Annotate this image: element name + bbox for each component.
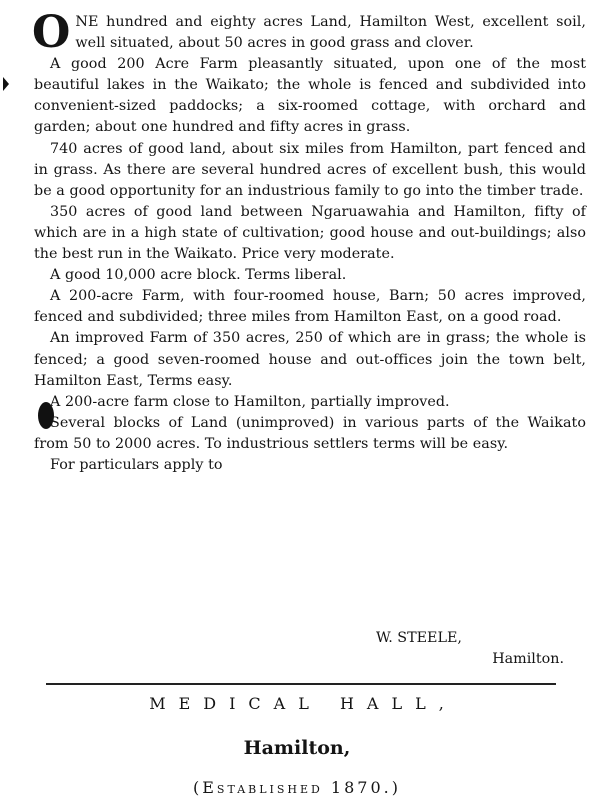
- medical-hall-city: Hamilton,: [243, 737, 351, 759]
- advert-paragraph-10: For particulars apply to: [50, 456, 223, 473]
- advert-paragraph-5: A good 10,000 acre block. Terms liberal.: [50, 267, 347, 284]
- column-rule: [46, 683, 556, 685]
- medical-hall-established: (Established 1870.): [193, 778, 401, 797]
- margin-mark: [3, 77, 9, 91]
- signature-name: W. STEELE,: [376, 630, 462, 646]
- advert-paragraph-7: An improved Farm of 350 acres, 250 of which are in grass; the whole is fenced; a good seven-roomed house and out-offices join the town belt, Hamilton East, Terms easy.: [34, 330, 586, 389]
- advert-paragraph-9: Several blocks of Land (unimproved) in various parts of the Waikato from 50 to 2000 acres. To industrious settlers terms will be easy.: [34, 414, 586, 452]
- advert-paragraph-2: A good 200 Acre Farm pleasantly situated, upon one of the most beautiful lakes in the Waikato; the whole is fenced and subdivided into convenient-sized paddocks; a six-roomed cottage, with orchard and garden; about one hundred and fifty acres in grass.: [34, 56, 586, 136]
- advert-signature: [364, 628, 564, 670]
- signature-place: Hamilton.: [492, 651, 564, 668]
- advert-paragraph-6: A 200-acre Farm, with four-roomed house, Barn; 50 acres improved, fenced and subdivided; three miles from Hamilton East, on a good road.: [34, 288, 586, 326]
- advert-paragraph-1: [32, 7, 586, 58]
- medical-hall-heading: MEDICAL HALL,: [149, 694, 457, 713]
- land-advert: [32, 7, 586, 476]
- drop-cap: O: [32, 7, 71, 58]
- advert-paragraph-8: A 200-acre farm close to Hamilton, partially improved.: [50, 393, 450, 410]
- advert-paragraph-4: 350 acres of good land between Ngaruawahia and Hamilton, fifty of which are in a high state of cultivation; good house and out-buildings; also the best run in the Waikato. Price very moderate.: [34, 203, 586, 263]
- advert-paragraph-3: 740 acres of good land, about six miles from Hamilton, part fenced and in grass. As there are several hundred acres of excellent bush, this would be a good opportunity for an industrious family to go into the timber trade.: [34, 140, 586, 199]
- paragraph-text: NE hundred and eighty acres Land, Hamilton West, excellent soil, well situated, about 50 acres in good grass and clover.: [75, 14, 586, 52]
